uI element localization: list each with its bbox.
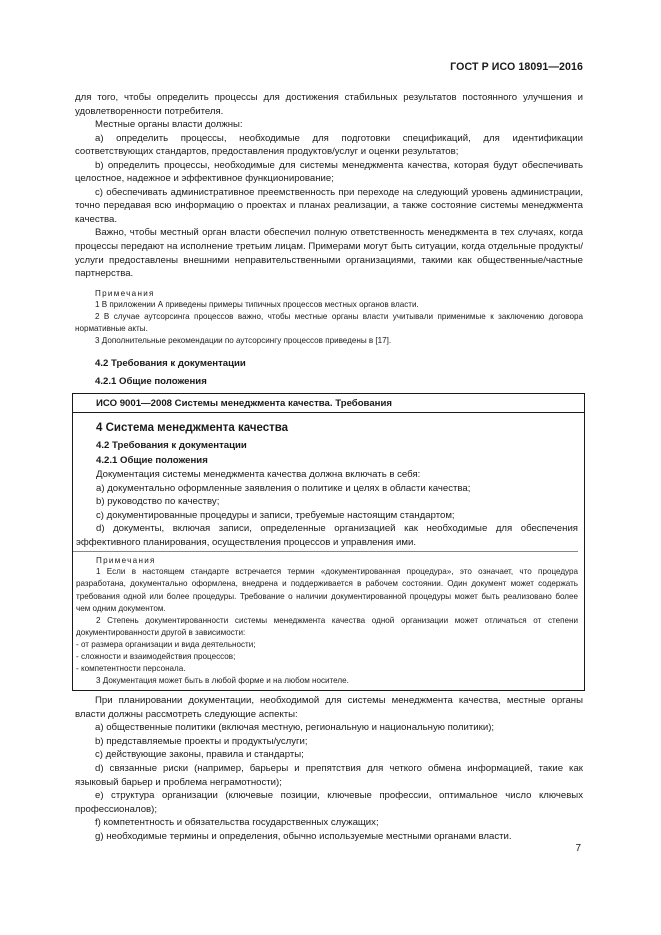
box-heading-subsection: 4.2.1 Общие положения xyxy=(96,455,208,467)
list-item: b) руководство по качеству; xyxy=(96,496,220,508)
note: 1 В приложении А приведены примеры типичных процессов местных органов власти. xyxy=(95,299,419,309)
list-item: g) необходимые термины и определения, обычно используемые местными органами власти. xyxy=(95,830,512,842)
list-item: a) определить процессы, необходимые для подготовки спецификаций, для идентификации соответствующих стандартов, предоставления продуктов/услуг и оценки результатов; xyxy=(75,132,583,158)
box-heading-chapter: 4 Система менеджмента качества xyxy=(96,422,289,435)
note-list-item: - от размера организации и вида деятельности; xyxy=(76,639,256,649)
paragraph: Важно, чтобы местный орган власти обеспечил полную ответственность менеджмента в тех случаях, когда процессы передают на исполнение третьим лицам. Примерами могут быть ситуации, когда отдельные продукты/услуги предоставлены внешними неправительственными организациями, такими как общественные/частные партнерства. xyxy=(75,227,583,280)
notes-divider xyxy=(73,551,578,552)
list-item: c) обеспечивать административное преемственность при переходе на следующий уровень администрации, точно передавая всю информацию о проектах и планах реализации, а также состояние системы менеджмента качества. xyxy=(75,186,583,225)
list-item: b) определить процессы, необходимые для системы менеджмента качества, которая будут обеспечивать целостное, надежное и эффективное функционирование; xyxy=(75,159,583,185)
notes-title: Примечания xyxy=(96,556,156,566)
subsection-heading: 4.2.1 Общие положения xyxy=(95,376,207,388)
list-item: a) общественные политики (включая местную, региональную и национальную политики); xyxy=(95,722,495,734)
list-item: a) документально оформленные заявления о политике и целях в области качества; xyxy=(96,482,471,494)
note: 2 В случае аутсорсинга процессов важно, чтобы местные органы власти учитывали применимые к заключению договора нормативные акты. xyxy=(75,311,583,333)
box-heading-section: 4.2 Требования к документации xyxy=(96,440,247,452)
paragraph: Документация системы менеджмента качества должна включать в себя: xyxy=(96,469,421,481)
note: 3 Документация может быть в любой форме и на любом носителе. xyxy=(96,676,349,686)
list-item: d) связанные риски (например, барьеры и препятствия для четкого обмена информацией, такие как языковый барьер и проблема неграмотности); xyxy=(75,762,583,788)
page-number: 7 xyxy=(575,843,581,854)
page-content xyxy=(75,91,583,843)
list-item: c) документированные процедуры и записи, требуемые настоящим стандартом; xyxy=(96,509,455,521)
box-title: ИСО 9001—2008 Системы менеджмента качества. Требования xyxy=(96,398,392,410)
list-item: c) действующие законы, правила и стандарты; xyxy=(95,749,304,761)
box-divider xyxy=(73,412,584,413)
list-item: b) представляемые проекты и продукты/услуги; xyxy=(95,735,308,747)
document-code-header: ГОСТ Р ИСО 18091—2016 xyxy=(450,61,583,73)
paragraph: При планировании документации, необходимой для системы менеджмента качества, местные органы власти должны рассмотреть следующие аспекты: xyxy=(75,695,583,720)
list-item: f) компетентность и обязательства государственных служащих; xyxy=(95,817,379,829)
note-list-item: - сложности и взаимодействия процессов; xyxy=(76,651,236,661)
note: 3 Дополнительные рекомендации по аутсорсингу процессов приведены в [17]. xyxy=(95,335,392,345)
note: 2 Степень документированности системы менеджмента качества одной организации может отличаться от степени документированности другой в зависимости: xyxy=(76,615,578,637)
paragraph: для того, чтобы определить процессы для достижения стабильных результатов постоянного улучшения и удовлетворенности потребителя. xyxy=(75,92,583,117)
note-list-item: - компетентности персонала. xyxy=(76,664,186,674)
notes-title: Примечания xyxy=(95,288,155,298)
paragraph: Местные органы власти должны: xyxy=(95,119,243,131)
quoted-standard-box xyxy=(72,393,585,691)
note: 1 Если в настоящем стандарте встречается термин «документированная процедура», это означает, что процедура разработана, документально оформлена, внедрена и поддерживается в рабочем состоянии. Один документ может содержать требования одной или более процедуры. Требование о наличии документированной процедуры может быть реализовано более чем одним документом. xyxy=(76,567,578,613)
section-heading: 4.2 Требования к документации xyxy=(95,358,246,370)
list-item: e) структура организации (ключевые позиции, ключевые профессии, оптимальное число ключевых профессионалов); xyxy=(75,790,583,815)
list-item: d) документы, включая записи, определенные организацией как необходимые для обеспечения эффективного планирования, осуществления процессов и управления ими. xyxy=(76,523,578,548)
